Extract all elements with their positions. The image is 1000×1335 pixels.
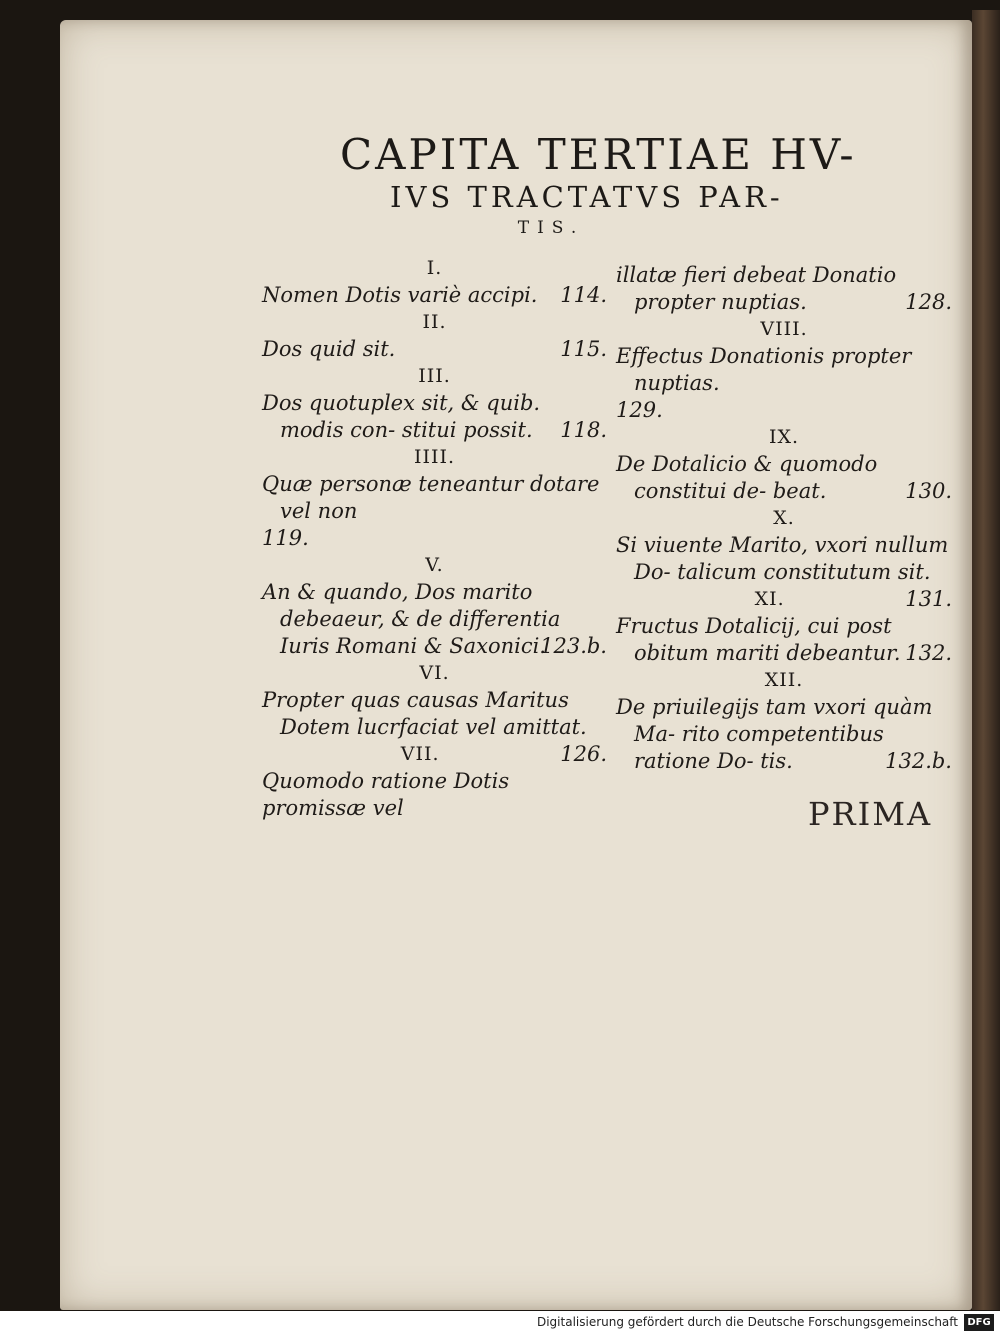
chapter-number: III. — [418, 365, 451, 387]
chapter-title: Si viuente Marito, vxori nullum Do- talicum constitutum sit. — [616, 533, 949, 584]
title-line-1: CAPITA TERTIAE HV- — [340, 130, 857, 179]
chapter-entry — [262, 390, 607, 444]
chapter-title: Dos quotuplex sit, & quib. modis con- stitui possit. — [262, 391, 541, 442]
chapter-title: Nomen Dotis variè accipi. — [262, 283, 538, 307]
chapter-number: V. — [425, 554, 444, 576]
chapter-entry — [262, 579, 607, 660]
chapter-page: 126. — [560, 742, 607, 766]
chapter-entry — [616, 451, 952, 505]
chapter-entry — [262, 282, 607, 309]
chapter-entry — [616, 694, 952, 775]
chapter-page: 118. — [560, 418, 607, 442]
chapter-title: Effectus Donationis propter nuptias. — [616, 344, 912, 395]
chapter-page: 114. — [560, 283, 607, 307]
footer-bar — [0, 1311, 1000, 1335]
chapter-number: VIII. — [760, 318, 808, 340]
chapter-title: Quomodo ratione Dotis promissæ vel — [262, 769, 510, 820]
chapter-number: X. — [773, 507, 795, 529]
chapter-page: 119. — [262, 526, 309, 550]
chapter-entry — [616, 343, 952, 424]
chapter-page: 131. — [905, 587, 952, 611]
chapter-entry — [262, 768, 607, 822]
chapter-title: Dos quid sit. — [262, 337, 396, 361]
title-line-3: TIS. — [517, 218, 585, 238]
chapter-page: 132.b. — [885, 749, 952, 773]
chapter-entry — [262, 336, 607, 363]
chapter-number: IIII. — [413, 446, 456, 468]
chapter-page: 132. — [905, 641, 952, 665]
chapter-entry — [616, 613, 952, 667]
title-line-2: IVS TRACTATVS PAR- — [390, 180, 784, 214]
chapter-title: De priuilegijs tam vxori quàm Ma- rito competentibus ratione Do- tis. — [616, 695, 933, 773]
chapter-page: 130. — [905, 479, 952, 503]
left-column — [262, 255, 607, 822]
chapter-number: VII. — [400, 743, 440, 765]
funding-notice: Digitalisierung gefördert durch die Deutsche Forschungsgemeinschaft — [536, 1315, 958, 1329]
chapter-number: XI. — [754, 588, 785, 610]
chapter-title: An & quando, Dos marito debeaeur, & de differentia Iuris Romani & Saxonici. — [262, 580, 561, 658]
chapter-page: 123.b. — [540, 634, 607, 658]
right-column — [616, 262, 952, 775]
chapter-title: illatæ fieri debeat Donatio propter nuptias. — [616, 263, 897, 314]
chapter-title: Fructus Dotalicij, cui post obitum mariti debeantur. — [616, 614, 901, 665]
chapter-page: 115. — [560, 337, 607, 361]
chapter-page: 128. — [905, 290, 952, 314]
chapter-entry — [262, 471, 607, 552]
chapter-title: Propter quas causas Maritus Dotem lucrfaciat vel amittat. — [262, 688, 587, 739]
chapter-number: VI. — [419, 662, 450, 684]
chapter-number: IX. — [768, 426, 800, 448]
chapter-entry — [616, 262, 952, 316]
chapter-title: De Dotalicio & quomodo constitui de- beat. — [616, 452, 878, 503]
catchword: PRIMA — [808, 795, 933, 833]
chapter-title: Quæ personæ teneantur dotare vel non — [262, 472, 600, 523]
chapter-page: 129. — [616, 398, 663, 422]
book-spine — [972, 10, 1000, 1310]
chapter-number: II. — [422, 311, 447, 333]
chapter-number: I. — [426, 257, 443, 279]
book-page — [60, 20, 972, 1310]
chapter-number: XII. — [764, 669, 804, 691]
dfg-logo-icon: DFG — [964, 1314, 994, 1331]
